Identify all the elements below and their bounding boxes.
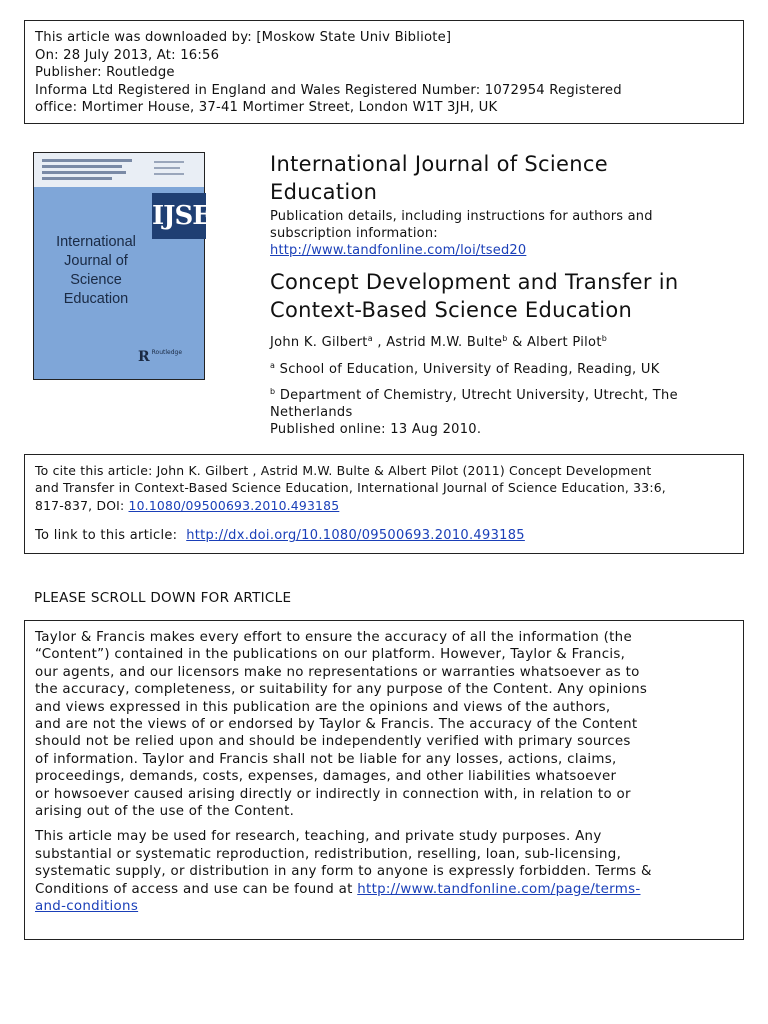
download-notice-line: office: Mortimer House, 37-41 Mortimer Street, London W1T 3JH, UK — [35, 100, 498, 116]
disclaimer-paragraph: Taylor & Francis makes every effort to ensure the accuracy of all the information (the “Content”) contained in the publications on our platform. However, Taylor & Francis, our agents, and our licensors make no representations or warranties whatsoever as to the accuracy, completeness, or suitability for any purpose of the Content. Any opinions and views expressed in this publication are the opinions and views of the authors, and are not the views of or endorsed by Taylor & Francis. The accuracy of the Content should not be relied upon and should be independently verified with primary sources of information. Taylor and Francis shall not be liable for any losses, actions, claims, proceedings, demands, costs, expenses, damages, and other liabilities whatsoever or howsoever caused arising directly or indirectly in connection with, in relation to or arising out of the use of the Content. — [35, 630, 648, 820]
author-list: John K. Gilbert$^a$ , Astrid M.W. Bulte$^b$ & Albert Pilot$^b$ — [270, 334, 608, 350]
terms-link[interactable]: http://www.tandfonline.com/page/terms- — [357, 881, 641, 897]
affiliation: $^b$ Department of Chemistry, Utrecht University, Utrecht, The Netherlands — [270, 387, 678, 420]
terms-link-continued[interactable]: and-conditions — [35, 899, 139, 915]
published-date: Published online: 13 Aug 2010. — [270, 422, 482, 437]
author-name: Albert Pilot — [526, 335, 602, 350]
journal-title: International Journal of Science Education — [270, 152, 608, 204]
citation-text: and Transfer in Context-Based Science Education, International Journal of Science Education, 33:6, — [35, 480, 666, 496]
citation-text: 817-837, DOI: 10.1080/09500693.2010.493185 — [35, 497, 340, 513]
download-notice-line: On: 28 July 2013, At: 16:56 — [35, 47, 220, 63]
article-link-row — [35, 527, 733, 544]
author-name: Astrid M.W. Bulte — [386, 335, 503, 350]
terms-paragraph: This article may be used for research, teaching, and private study purposes. Any substantial or systematic reproduction, redistribution, reselling, loan, sub-licensing, systematic supply, or distribution in any form to anyone is expressly forbidden. Terms & Conditions of access and use can be found at http://www.tandfonline.com/page/terms- and-conditions — [35, 828, 733, 915]
journal-url-link[interactable]: http://www.tandfonline.com/loi/tsed20 — [270, 243, 527, 258]
publication-details: Publication details, including instructions for authors and subscription information: http://www.tandfonline.com/loi/tsed20 — [270, 208, 740, 259]
doi-link[interactable]: 10.1080/09500693.2010.493185 — [128, 497, 340, 513]
citation-text: To cite this article: John K. Gilbert , Astrid M.W. Bulte & Albert Pilot (2011) Concept Development — [35, 463, 652, 478]
download-notice-box — [24, 20, 744, 124]
disclaimer-box — [24, 620, 744, 940]
cover-title: International Journal of Science Education — [56, 234, 136, 307]
article-title: Concept Development and Transfer in Context-Based Science Education — [270, 270, 679, 322]
journal-cover-image — [33, 152, 212, 380]
download-notice-line: This article was downloaded by: [Moskow State Univ Bibliote] — [35, 30, 452, 45]
cover-logo: IJSE — [152, 193, 206, 239]
affiliations — [270, 357, 740, 421]
cover-publisher-logo: R Routledge — [138, 349, 183, 365]
citation-box — [24, 454, 744, 554]
download-notice-line: Publisher: Routledge — [35, 65, 175, 81]
download-notice-line: Informa Ltd Registered in England and Wales Registered Number: 1072954 Registered — [35, 82, 622, 98]
article-link-label: To link to this article: — [35, 528, 178, 544]
affiliation: $^a$ School of Education, University of Reading, Reading, UK — [270, 361, 660, 377]
cover-header-strip — [34, 153, 204, 187]
article-doi-url-link[interactable]: http://dx.doi.org/10.1080/09500693.2010.493185 — [186, 528, 525, 544]
article-info — [270, 150, 740, 438]
scroll-notice: PLEASE SCROLL DOWN FOR ARTICLE — [34, 590, 292, 606]
author-name: John K. Gilbert — [270, 335, 368, 350]
